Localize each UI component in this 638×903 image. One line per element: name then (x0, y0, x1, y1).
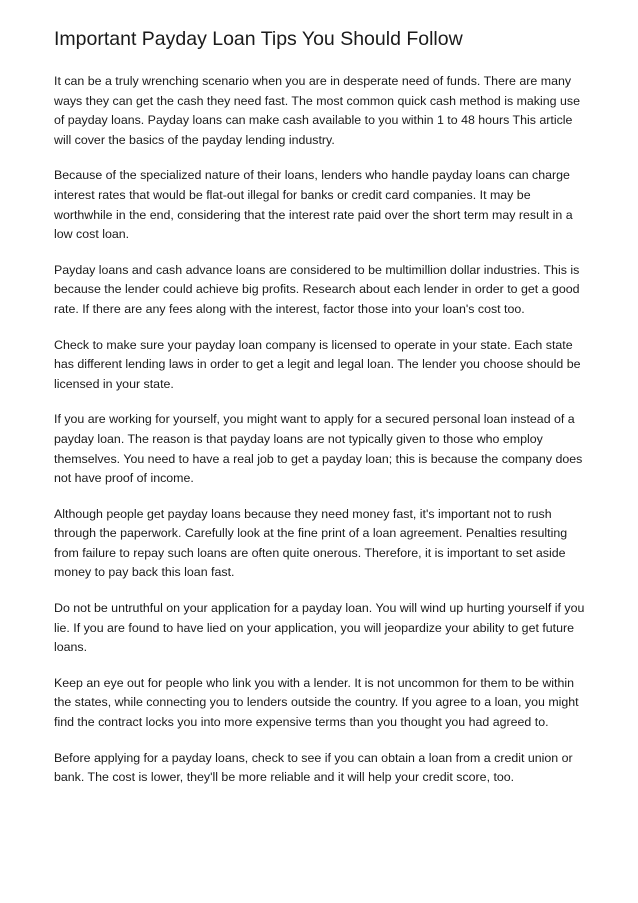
paragraph: Before applying for a payday loans, check to see if you can obtain a loan from a credit union or bank. The cost is lower, they'll be more reliable and it will help your credit score, too. (54, 750, 573, 785)
paragraph: Do not be untruthful on your application for a payday loan. You will wind up hurting yourself if you lie. If you are found to have lied on your application, you will jeopardize your ability to get future loans. (54, 601, 585, 655)
paragraph: Payday loans and cash advance loans are considered to be multimillion dollar industries. This is because the lender could achieve big profits. Research about each lender in order to get a good rate. If there are any fees along with the interest, factor those into your loan's cost too. (54, 262, 580, 316)
paragraph: It can be a truly wrenching scenario when you are in desperate need of funds. There are many ways they can get the cash they need fast. The most common quick cash method is making use of payday loans. Payday loans can make cash available to you within 1 to 48 hours This article will cover the basics of the payday lending industry. (54, 74, 580, 147)
page-title: Important Payday Loan Tips You Should Follow (54, 28, 463, 50)
document-page (54, 26, 589, 804)
paragraph: Although people get payday loans because they need money fast, it's important not to rush through the paperwork. Carefully look at the fine print of a loan agreement. Penalties resulting from failure to repay such loans are often quite onerous. Therefore, it is important to set aside money to pay back this loan fast. (54, 506, 568, 580)
paragraph: Because of the specialized nature of their loans, lenders who handle payday loans can charge interest rates that would be flat-out illegal for banks or credit card companies. It may be worthwhile in the end, considering that the interest rate paid over the short term may result in a low cost loan. (54, 168, 573, 242)
paragraph: If you are working for yourself, you might want to apply for a secured personal loan instead of a payday loan. The reason is that payday loans are not typically given to those who employ themselves. You need to have a real job to get a payday loan; this is because the company does not have proof of income. (54, 412, 583, 486)
paragraph: Check to make sure your payday loan company is licensed to operate in your state. Each state has different lending laws in order to get a legit and legal loan. The lender you choose should be licensed in your state. (54, 337, 581, 391)
paragraph: Keep an eye out for people who link you with a lender. It is not uncommon for them to be within the states, while connecting you to lenders outside the country. If you agree to a loan, you might find the contract locks you into more expensive terms than you thought you had agreed to. (54, 675, 579, 730)
